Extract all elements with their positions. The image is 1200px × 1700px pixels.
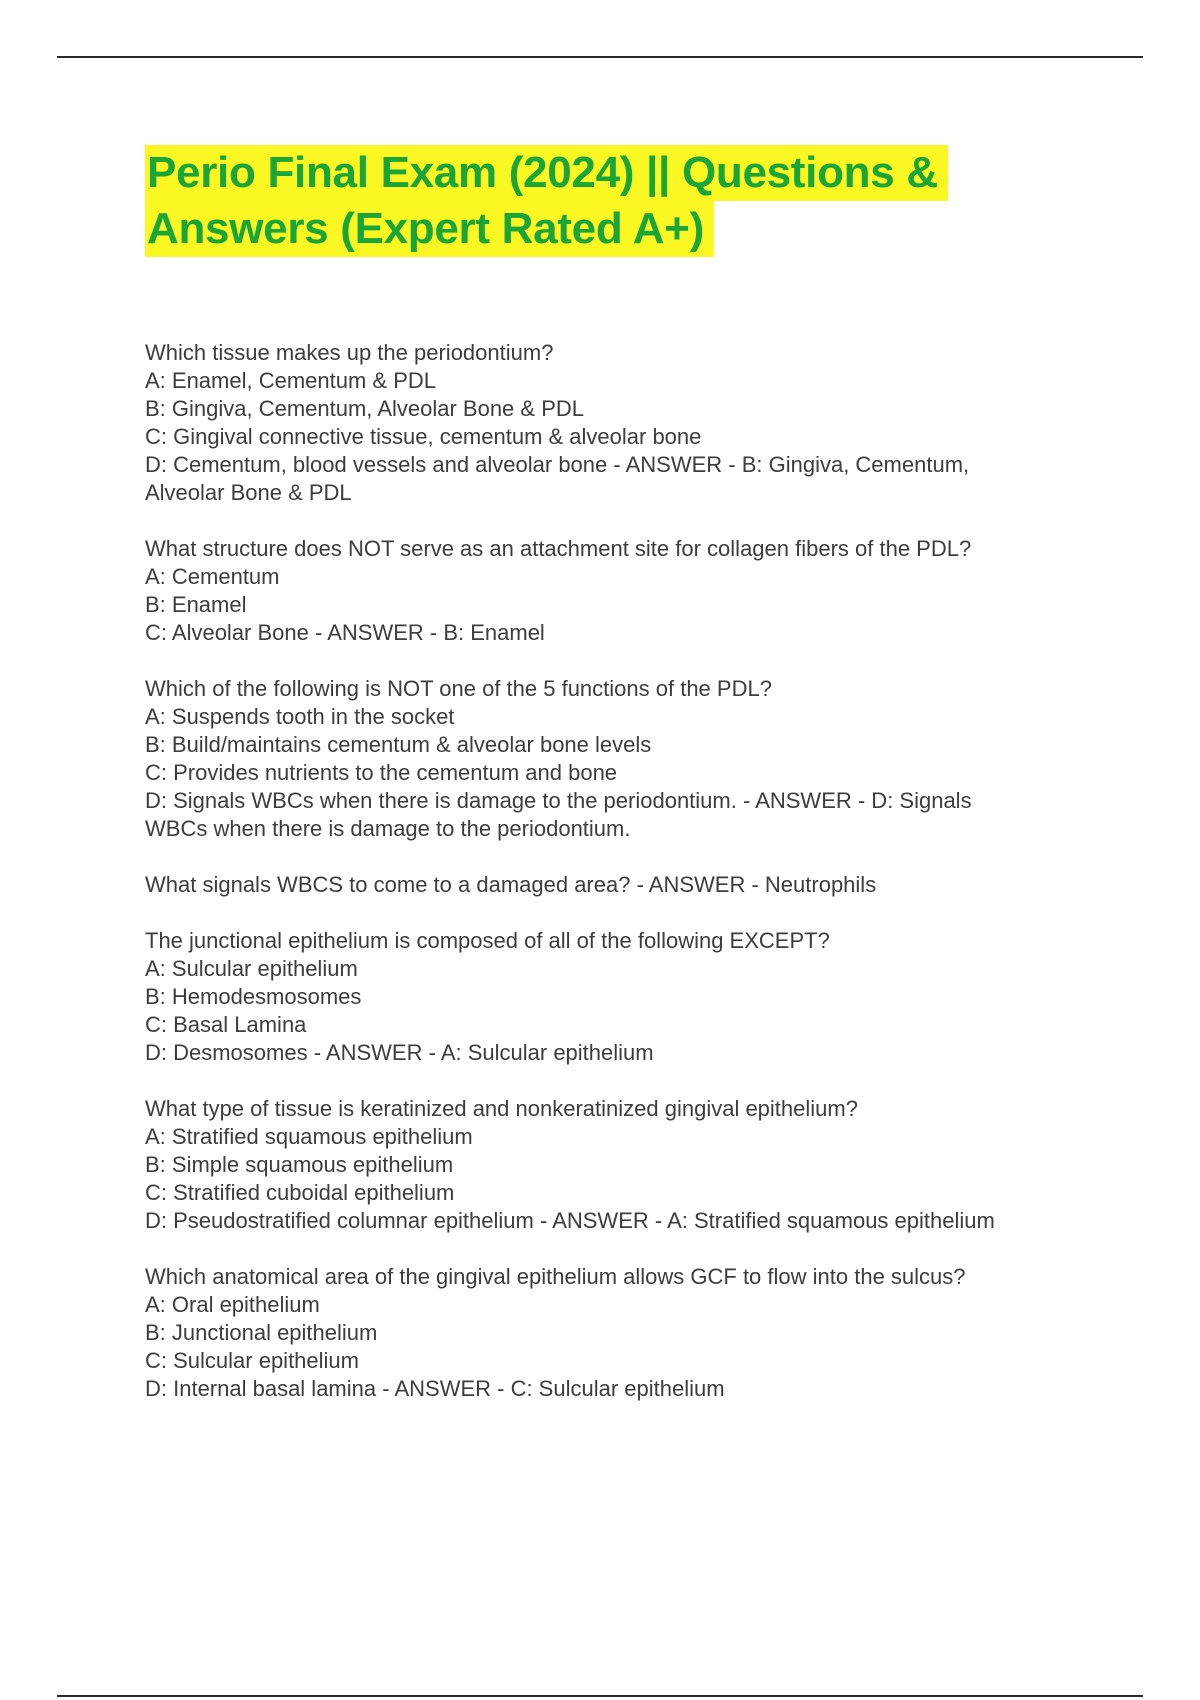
answer-option: A: Oral epithelium xyxy=(145,1292,320,1317)
question-block xyxy=(145,927,1085,1067)
answer-option: D: Signals WBCs when there is damage to the periodontium. - ANSWER - D: Signals xyxy=(145,788,972,813)
question-block xyxy=(145,535,1085,647)
title-line-2: Answers (Expert Rated A+) xyxy=(145,201,714,257)
question-text: Which of the following is NOT one of the 5 functions of the PDL? xyxy=(145,676,772,701)
question-text: What type of tissue is keratinized and nonkeratinized gingival epithelium? xyxy=(145,1096,858,1121)
answer-option: D: Desmosomes - ANSWER - A: Sulcular epithelium xyxy=(145,1040,654,1065)
question-block xyxy=(145,675,1085,843)
answer-option: C: Gingival connective tissue, cementum & alveolar bone xyxy=(145,424,702,449)
answer-option: D: Cementum, blood vessels and alveolar bone - ANSWER - B: Gingiva, Cementum, xyxy=(145,452,970,477)
answer-option: D: Internal basal lamina - ANSWER - C: Sulcular epithelium xyxy=(145,1376,725,1401)
header-rule xyxy=(57,56,1143,58)
question-text: The junctional epithelium is composed of all of the following EXCEPT? xyxy=(145,928,830,953)
answer-option: WBCs when there is damage to the periodontium. xyxy=(145,816,631,841)
answer-option: Alveolar Bone & PDL xyxy=(145,480,352,505)
answer-option: A: Enamel, Cementum & PDL xyxy=(145,368,437,393)
answer-option: C: Alveolar Bone - ANSWER - B: Enamel xyxy=(145,620,545,645)
answer-option: B: Enamel xyxy=(145,592,247,617)
answer-option: B: Gingiva, Cementum, Alveolar Bone & PDL xyxy=(145,396,584,421)
answer-option: A: Cementum xyxy=(145,564,280,589)
answer-option: B: Simple squamous epithelium xyxy=(145,1152,454,1177)
question-block xyxy=(145,871,1085,899)
answer-option: D: Pseudostratified columnar epithelium - ANSWER - A: Stratified squamous epithelium xyxy=(145,1208,995,1233)
question-text: Which tissue makes up the periodontium? xyxy=(145,340,554,365)
answer-option: C: Basal Lamina xyxy=(145,1012,307,1037)
answer-option: B: Junctional epithelium xyxy=(145,1320,378,1345)
answer-option: B: Hemodesmosomes xyxy=(145,984,362,1009)
answer-option: A: Suspends tooth in the socket xyxy=(145,704,455,729)
question-block xyxy=(145,339,1085,507)
answer-option: C: Provides nutrients to the cementum and bone xyxy=(145,760,618,785)
answer-option: A: Stratified squamous epithelium xyxy=(145,1124,473,1149)
question-list xyxy=(145,339,1085,1431)
answer-option: C: Sulcular epithelium xyxy=(145,1348,359,1373)
answer-option: A: Sulcular epithelium xyxy=(145,956,358,981)
title-line-1: Perio Final Exam (2024) || Questions & xyxy=(145,145,948,201)
footer-rule xyxy=(57,1695,1143,1697)
question-text: What structure does NOT serve as an attachment site for collagen fibers of the PDL? xyxy=(145,536,972,561)
question-text: Which anatomical area of the gingival epithelium allows GCF to flow into the sulcus? xyxy=(145,1264,966,1289)
answer-option: B: Build/maintains cementum & alveolar bone levels xyxy=(145,732,652,757)
answer-option: C: Stratified cuboidal epithelium xyxy=(145,1180,455,1205)
question-block xyxy=(145,1263,1085,1403)
document-title xyxy=(145,145,1087,257)
question-block xyxy=(145,1095,1085,1235)
question-text: What signals WBCS to come to a damaged area? - ANSWER - Neutrophils xyxy=(145,872,877,897)
